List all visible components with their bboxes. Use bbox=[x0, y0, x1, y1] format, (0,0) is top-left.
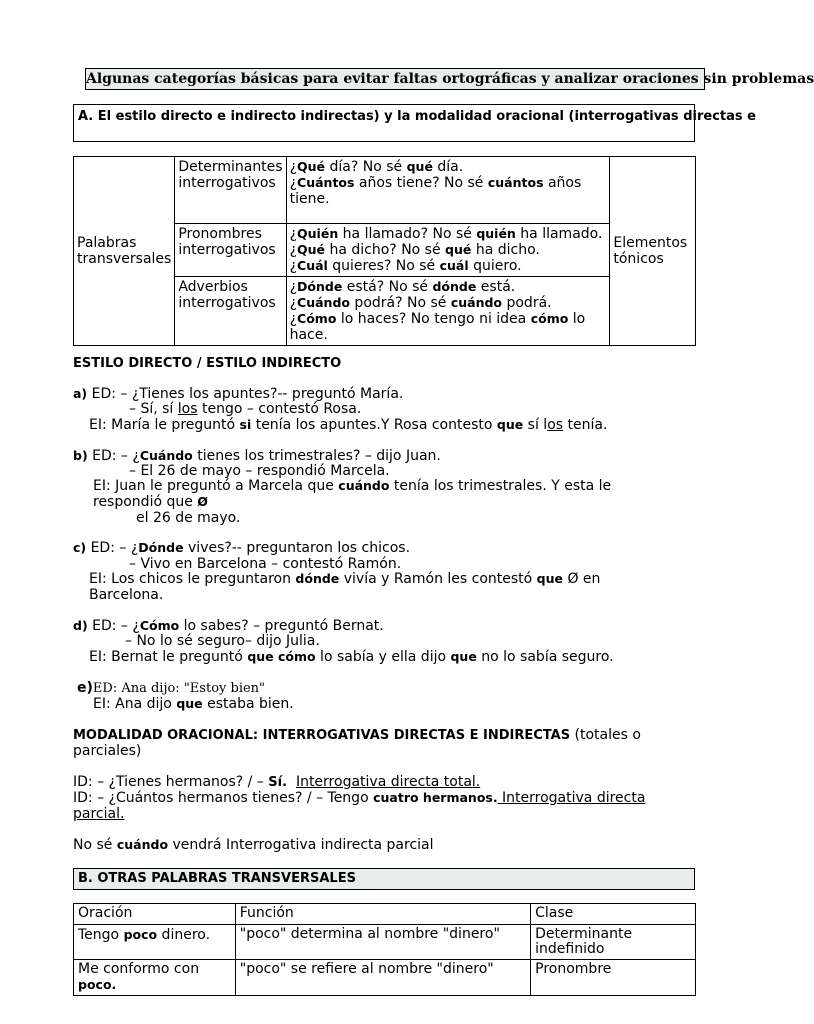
interrogatives-table bbox=[73, 156, 696, 346]
table-row: Me conformo con poco. "poco" se refiere al nombre "dinero" Pronombre bbox=[74, 960, 696, 996]
id-example-2-line2: parcial. bbox=[73, 806, 125, 822]
example-b-line1: b) ED: – ¿Cuándo tienes los trimestrales? – dijo Juan. bbox=[73, 448, 441, 464]
example-d-line1: d) ED: – ¿Cómo lo sabes? – preguntó Bernat. bbox=[73, 618, 384, 634]
example-c-line3: EI: Los chicos le preguntaron dónde vivía y Ramón les contestó que Ø en bbox=[89, 571, 601, 587]
estilo-heading: ESTILO DIRECTO / ESTILO INDIRECTO bbox=[73, 356, 342, 371]
transversal-words-table bbox=[73, 903, 696, 996]
examples-cell: ¿Dónde está? No sé dónde está. ¿Cuándo podrá? No sé cuándo podrá. ¿Cómo lo haces? No tengo ni idea cómo lo hace. bbox=[286, 277, 610, 346]
example-c-line4: Barcelona. bbox=[89, 587, 164, 603]
examples-cell: ¿Quién ha llamado? No sé quién ha llamado. ¿Qué ha dicho? No sé qué ha dicho. ¿Cuál quieres? No sé cuál quiero. bbox=[286, 224, 610, 277]
id-example-2: ID: – ¿Cuántos hermanos tienes? / – Tengo cuatro hermanos. Interrogativa directa bbox=[73, 790, 646, 806]
modalidad-heading-line2: parciales) bbox=[73, 743, 142, 759]
example-a-line2: – Sí, sí los tengo – contestó Rosa. bbox=[129, 401, 362, 417]
table-header: Clase bbox=[531, 904, 696, 925]
no-se-example: No sé cuándo vendrá Interrogativa indirecta parcial bbox=[73, 837, 434, 853]
section-a-heading: A. El estilo directo e indirecto indirectas) y la modalidad oracional (interrogativas directas e bbox=[73, 104, 695, 142]
examples-cell: ¿Qué día? No sé qué día. ¿Cuántos años tiene? No sé cuántos años tiene. bbox=[286, 157, 610, 224]
right-header-cell: Elementos tónicos bbox=[610, 157, 696, 346]
example-c-line2: – Vivo en Barcelona – contestó Ramón. bbox=[129, 556, 402, 572]
row-header-cell: Palabras transversales bbox=[74, 157, 175, 346]
example-b-line5: el 26 de mayo. bbox=[136, 510, 241, 526]
section-b-heading: B. OTRAS PALABRAS TRANSVERSALES bbox=[73, 868, 695, 890]
example-b-line4: respondió que Ø bbox=[93, 494, 208, 510]
id-example-1: ID: – ¿Tienes hermanos? / – Sí. Interrogativa directa total. bbox=[73, 774, 481, 790]
category-cell: Pronombres interrogativos bbox=[175, 224, 286, 277]
table-header: Oración bbox=[74, 904, 236, 925]
example-a-line1: a) ED: – ¿Tienes los apuntes?-- preguntó María. bbox=[73, 386, 404, 402]
example-b-line2: – El 26 de mayo – respondió Marcela. bbox=[129, 463, 390, 479]
table-header: Función bbox=[235, 904, 530, 925]
category-cell: Determinantes interrogativos bbox=[175, 157, 286, 224]
example-e-line1: e)ED: Ana dijo: "Estoy bien" bbox=[77, 680, 266, 696]
example-b-line3: EI: Juan le preguntó a Marcela que cuándo tenía los trimestrales. Y esta le bbox=[93, 478, 612, 494]
document-title: Algunas categorías básicas para evitar faltas ortográficas y analizar oraciones sin problemas bbox=[85, 68, 705, 90]
example-c-line1: c) ED: – ¿Dónde vives?-- preguntaron los chicos. bbox=[73, 540, 411, 556]
example-d-line3: EI: Bernat le preguntó que cómo lo sabía y ella dijo que no lo sabía seguro. bbox=[89, 649, 614, 665]
example-d-line2: – No lo sé seguro– dijo Julia. bbox=[125, 633, 320, 649]
table-row: Tengo poco dinero. "poco" determina al nombre "dinero" Determinante indefinido bbox=[74, 925, 696, 960]
example-a-line3: EI: María le preguntó si tenía los apuntes.Y Rosa contesto que sí los tenía. bbox=[89, 417, 608, 433]
category-cell: Adverbios interrogativos bbox=[175, 277, 286, 346]
example-e-line2: EI: Ana dijo que estaba bien. bbox=[93, 696, 294, 712]
modalidad-heading: MODALIDAD ORACIONAL: INTERROGATIVAS DIRECTAS E INDIRECTAS (totales o bbox=[73, 727, 641, 743]
